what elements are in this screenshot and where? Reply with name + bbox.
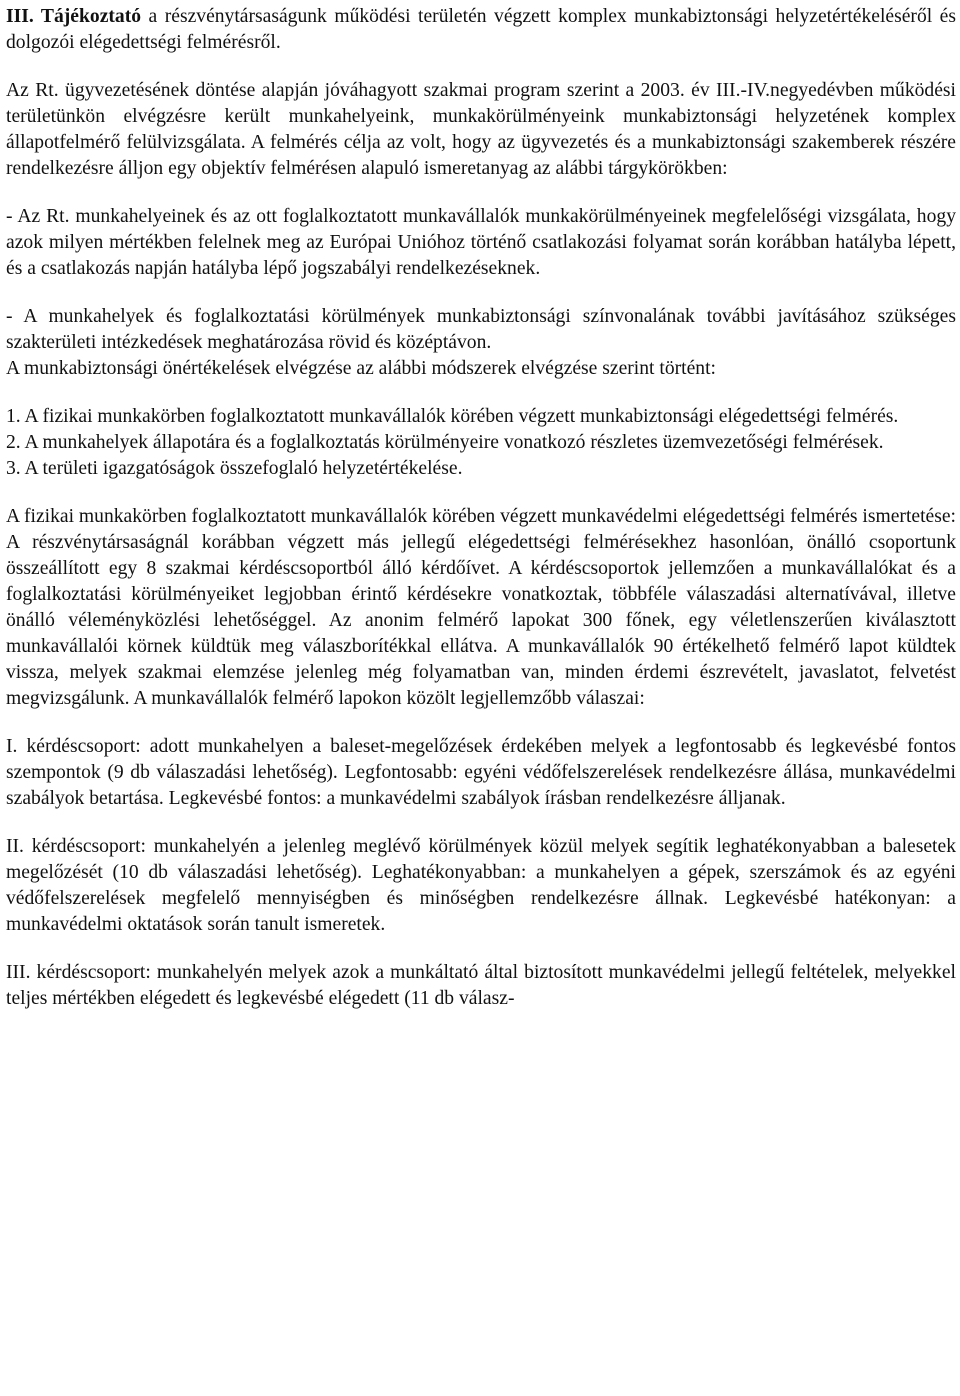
paragraph-question-group-1: I. kérdéscsoport: adott munkahelyen a baleset-megelőzések érdekében melyek a legfontosabb és legkevésbé fontos szempontok (9 db válaszadási lehetőség). Legfontosabb: egyéni védőfelszerelések rendelkezésre állása, munkavédelmi szabályok betartása. Legkevésbé fontos: a munkavédelmi szabályok írásban rendelkezésre álljanak. [6, 736, 956, 809]
paragraph-compliance: - Az Rt. munkahelyeinek és az ott foglalkoztatott munkavállalók munkakörülményeinek megfelelőségi vizsgálata, hogy azok milyen mértékben felelnek meg az Európai Unióhoz történő csatlakozási folyamat során korábban hatályba lépett, és a csatlakozás napján hatályba lépő jogszabályi rendelkezéseknek. [6, 206, 956, 279]
paragraph-question-group-3: III. kérdéscsoport: munkahelyén melyek azok a munkáltató által biztosított munkavédelmi jellegű feltételek, melyekkel teljes mértékben elégedett és legkevésbé elégedett (11 db válasz- [6, 962, 956, 1009]
paragraph-improvement: - A munkahelyek és foglalkoztatási körülmények munkabiztonsági színvonalának további javításához szükséges szakterületi intézkedések meghatározása rövid és középtávon. [6, 306, 956, 353]
heading-rest-part: a részvénytársaságunk működési területén végzett komplex munkabiztonsági helyzetértékeléséről és dolgozói elégedettségi felmérésről. [6, 6, 957, 53]
list-item: 2. A munkahelyek állapotára és a foglalkoztatás körülményeire vonatkozó részletes üzemvezetőségi felmérések. [6, 432, 884, 453]
paragraph-question-group-2: II. kérdéscsoport: munkahelyén a jelenleg meglévő körülmények közül melyek segítik leghatékonyabban a balesetek megelőzését (10 db válaszadási lehetőség). Leghatékonyabban: a munkahelyen a gépek, szerszámok és az egyéni védőfelszerelések megfelelő mennyiségben és minőségben rendelkezésre állnak. Legkevésbé hatékonyan: a munkavédelmi oktatások során tanult ismeretek. [6, 836, 956, 935]
document-page [6, 4, 956, 1012]
paragraph-methods-intro: A munkabiztonsági önértékelések elvégzése az alábbi módszerek elvégzése szerint történt: [6, 358, 716, 379]
list-item: 1. A fizikai munkakörben foglalkoztatott munkavállalók körében végzett munkabiztonsági elégedettségi felmérés. [6, 406, 899, 427]
list-item: 3. A területi igazgatóságok összefoglaló helyzetértékelése. [6, 458, 463, 479]
paragraph-intro: Az Rt. ügyvezetésének döntése alapján jóváhagyott szakmai program szerint a 2003. év III.-IV.negyedévben működési területünkön elvégzésre került munkahelyeink, munkakörülményeink munkabiztonsági helyzetének komplex állapotfelmérő felülvizsgálata. A felmérés célja az volt, hogy az ügyvezetés és a munkabiztonsági szakemberek részére rendelkezésre álljon egy objektív felmérésen alapuló ismeretanyag az alábbi tárgykörökben: [6, 80, 956, 179]
heading-bold-part: III. Tájékoztató [6, 6, 142, 27]
section-heading [6, 4, 956, 56]
paragraph-survey: A fizikai munkakörben foglalkoztatott munkavállalók körében végzett munkavédelmi elégedettségi felmérés ismertetése: A részvénytársaságnál korábban végzett más jellegű elégedettségi felmérésekhez hasonlóan, önálló csoportunk összeállított egy 8 szakmai kérdéscsoportból álló kérdőívet. A kérdéscsoportok jellemzően a munkavállalókat és a foglalkoztatási körülményeiket legjobban érintő kérdésekre vonatkoztak, többféle válaszadási alternatívával, illetve önálló véleményközlési lehetőséggel. Az anonim felmérő lapokat 300 főnek, egy véletlenszerűen kiválasztott munkavállalói körnek küldtük meg válaszborítékkal ellátva. A munkavállalók 90 értékelhető felmérő lapot küldtek vissza, melyek szakmai elemzése jelenleg még folyamatban van, minden érdemi észrevételt, javaslatot, felvetést megvizsgálunk. A munkavállalók felmérő lapokon közölt legjellemzőbb válaszai: [6, 506, 956, 709]
methods-list [6, 404, 956, 482]
